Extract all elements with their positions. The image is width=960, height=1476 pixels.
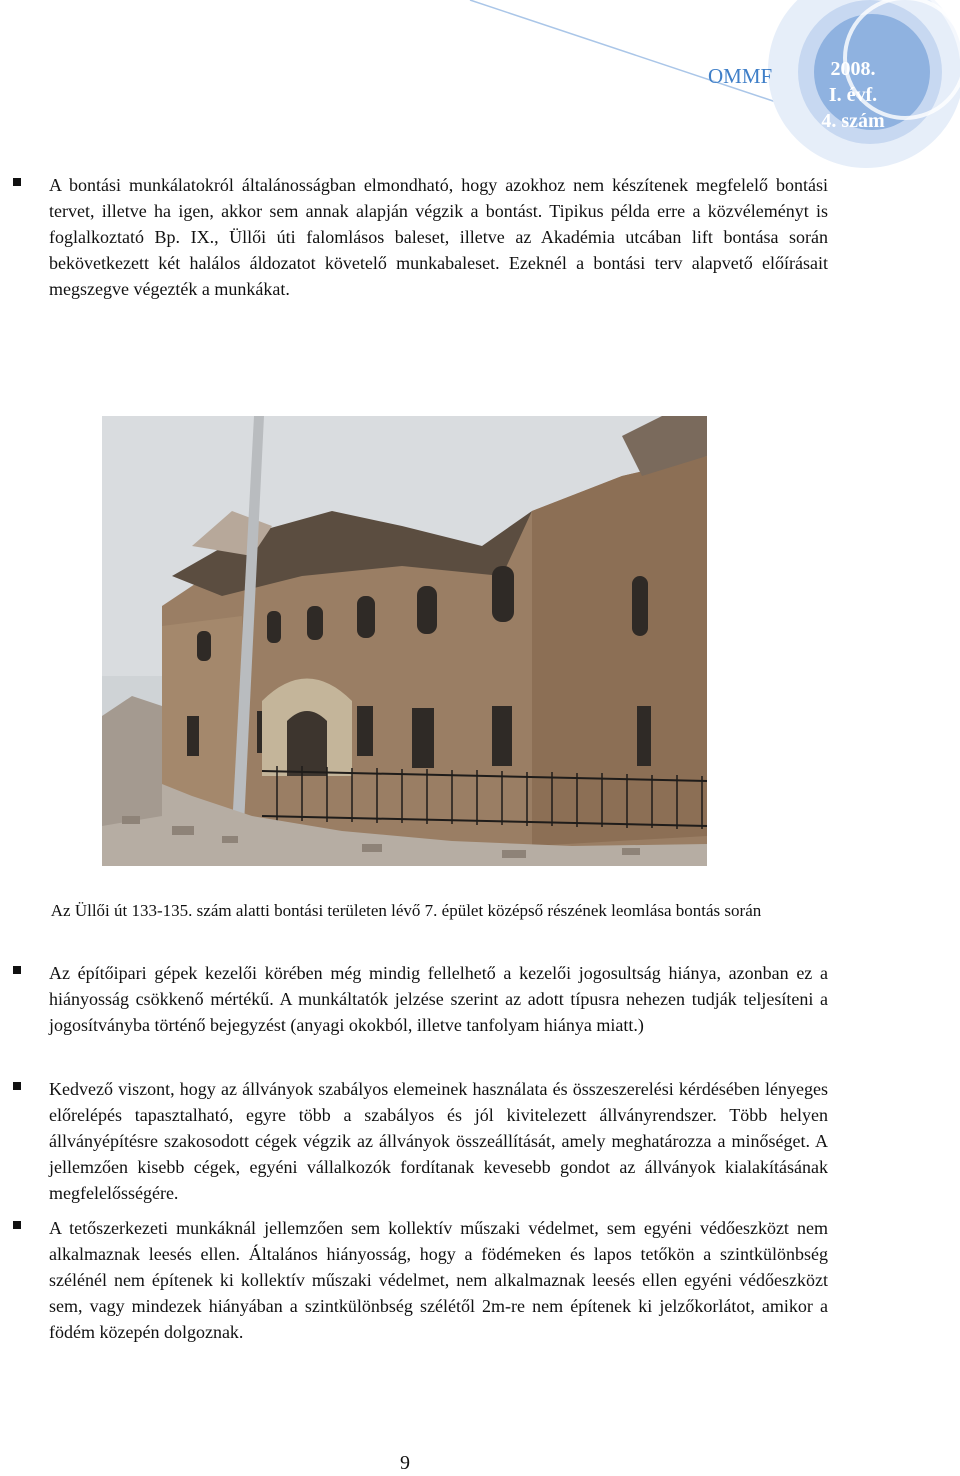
issue-badge [808, 56, 898, 134]
issue-volume: I. évf. [828, 84, 878, 106]
issue-year: 2008. [830, 58, 876, 80]
journal-name: OMMF [708, 64, 773, 88]
bullet-paragraph-roof-works: A tetőszerkezeti munkáknál jellemzően sem kollektív műszaki védelmet, sem egyéni védőeszközt nem alkalmaznak leesés ellen. Általános hiányosság, hogy a födémeken és lapos tetőkön a szintkülönbség szélénél nem építenek ki kollektív műszaki védelmet, nem alkalmaznak leesés ellen egyéni védőeszközt sem, vagy mindezek hiányában a szintkülönbség szélétől 2m-re nem építenek ki jelzőkorlátot, amikor a födém közepén dolgoznak. [49, 1218, 828, 1342]
issue-number: 4. szám [821, 110, 885, 132]
bullet-paragraph-demolition: A bontási munkálatokról általánosságban elmondható, hogy azokhoz nem készítenek megfelelő bontási tervet, illetve ha igen, akkor sem annak alapján végzik a bontást. Tipikus példa erre a közvéleményt is foglalkoztató Bp. IX., Üllői úti falomlásos baleset, illetve az Akadémia utcában lift bontása során bekövetkezett két halálos áldozatot követelő munkabaleset. Ezeknél a bontási terv alapvető előírásait megszegve végezték a munkákat. [49, 175, 828, 299]
bullet-marker [13, 966, 21, 974]
collapsed-building-photo [102, 416, 707, 866]
photo-caption: Az Üllői út 133-135. szám alatti bontási területen lévő 7. épület középső részének leomlása bontás során [50, 901, 762, 920]
bullet-marker [13, 1082, 21, 1090]
bullet-paragraph-scaffolding: Kedvező viszont, hogy az állványok szabályos elemeinek használata és összeszerelési kérdésében lényeges előrelépés tapasztalható, egyre több a szabályos és jól kivitelezett állványrendszer. Több helyen állványépítésre szakosodott cégek végzik az állványok összeállítását, amely meghatározza a minőséget. A jellemzően kisebb cégek, egyéni vállalkozók fordítanak kevesebb gondot az állványok kialakításának megfelelősségére. [49, 1079, 828, 1203]
bullet-paragraph-machine-operators: Az építőipari gépek kezelői körében még mindig fellelhető a kezelői jogosultság hiánya, azonban ez a hiányosság csökkenő mértékű. A munkáltatók jelzése szerint az adott típusra nehezen tudják teljesíteni a jogosítványba történő bejegyzést (anyagi okokból, illetve tanfolyam hiánya miatt.) [49, 963, 828, 1035]
page-number: 9 [400, 1452, 410, 1474]
bullet-marker [13, 1221, 21, 1229]
bullet-marker [13, 178, 21, 186]
